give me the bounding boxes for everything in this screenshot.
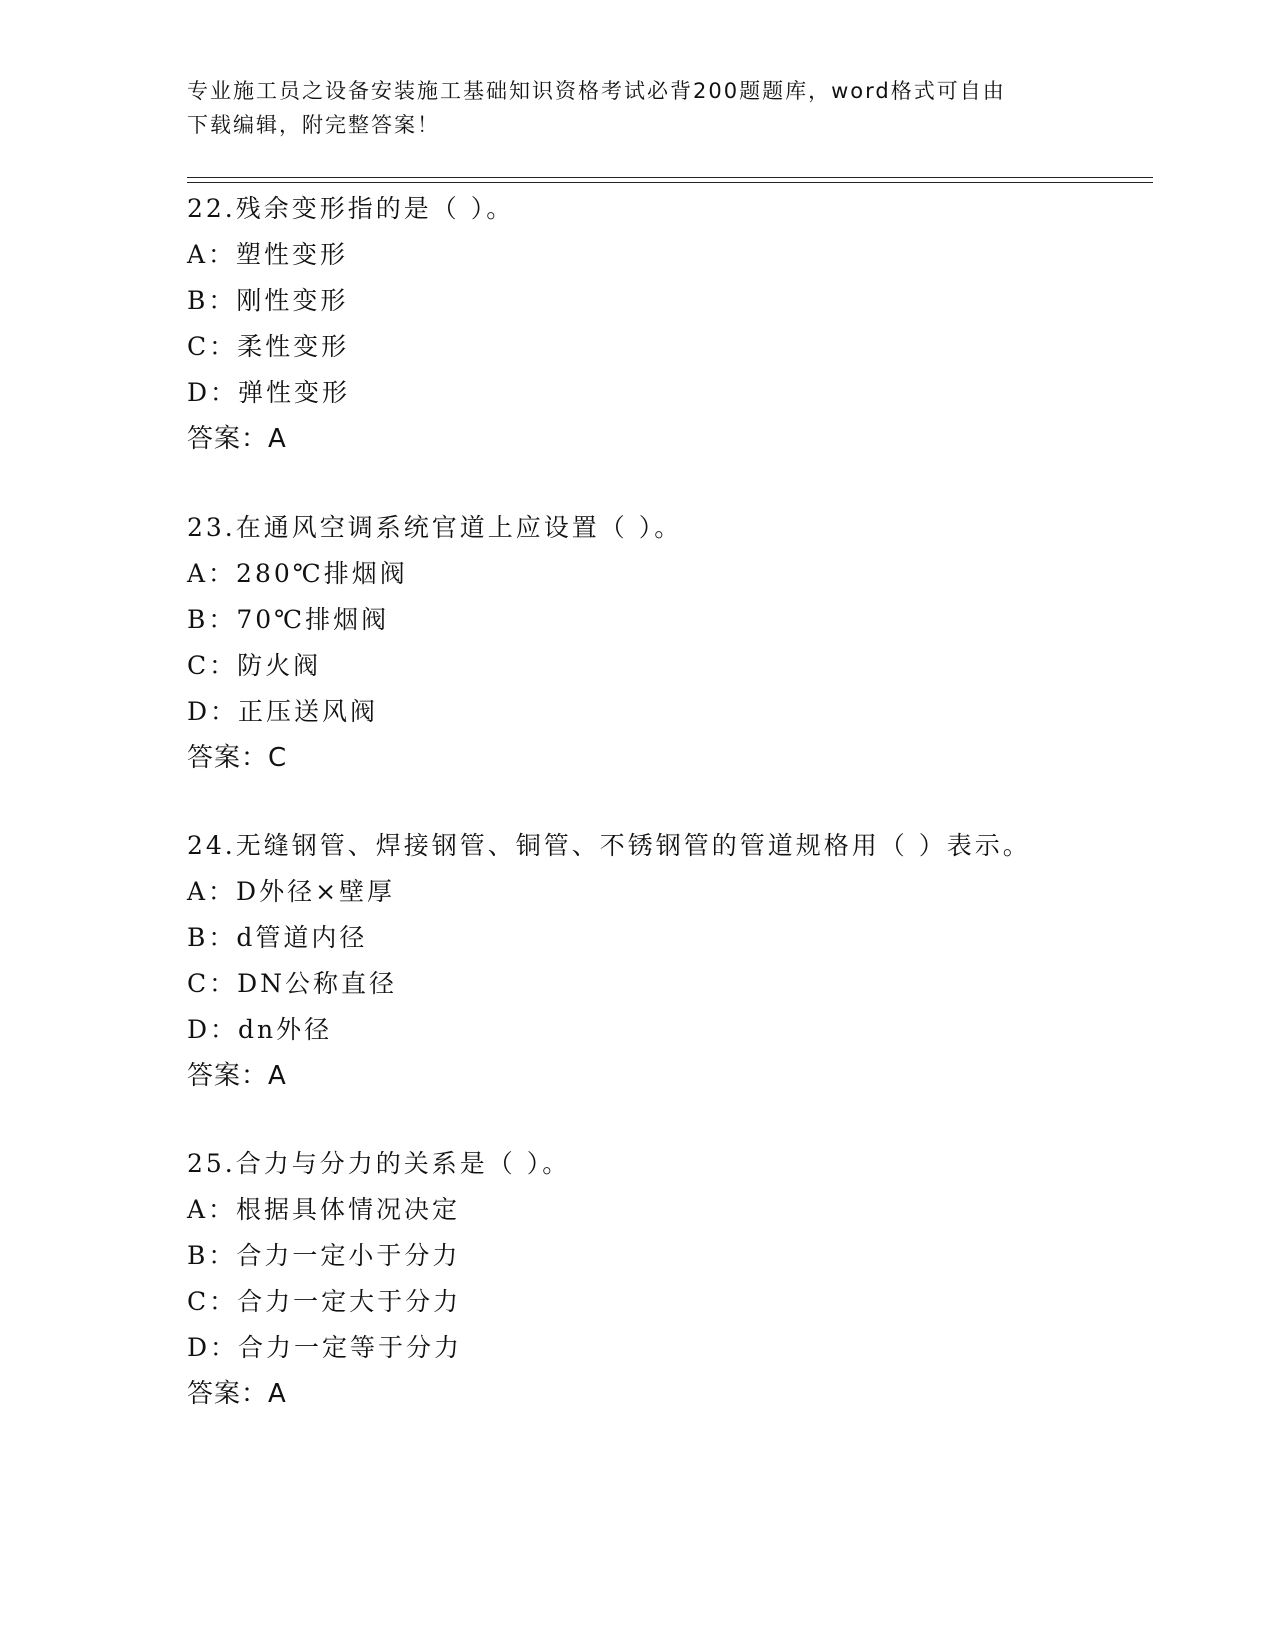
question-stem: 23.在通风空调系统官道上应设置（ ）。 [187, 513, 683, 542]
header-line-1: 专业施工员之设备安装施工基础知识资格考试必背200题题库，word格式可自由 [187, 79, 1006, 103]
question-stem: 24.无缝钢管、焊接钢管、铜管、不锈钢管的管道规格用（ ）表示。 [187, 831, 1031, 860]
header-divider-top [187, 177, 1153, 178]
option-d: D：dn外径 [187, 1015, 333, 1044]
option-d: D：弹性变形 [187, 378, 351, 407]
option-a: A：根据具体情况决定 [187, 1195, 461, 1224]
answer-label: 答案：A [187, 1061, 287, 1091]
question-23 [187, 505, 1187, 781]
option-b: B：刚性变形 [187, 286, 349, 315]
option-d: D：合力一定等于分力 [187, 1333, 463, 1362]
option-a: A：D外径×壁厚 [187, 877, 396, 906]
option-a: A：塑性变形 [187, 240, 349, 269]
header-line-2: 下载编辑，附完整答案！ [187, 113, 440, 137]
option-c: C：柔性变形 [187, 332, 350, 361]
answer-label: 答案：A [187, 424, 287, 454]
document-header [187, 74, 1067, 142]
question-24 [187, 823, 1187, 1099]
answer-label: 答案：A [187, 1379, 287, 1409]
option-b: B：70℃排烟阀 [187, 605, 390, 634]
question-stem: 22.残余变形指的是（ ）。 [187, 194, 515, 223]
option-c: C：DN公称直径 [187, 969, 398, 998]
question-22 [187, 186, 1187, 462]
option-c: C：防火阀 [187, 651, 322, 680]
option-c: C：合力一定大于分力 [187, 1287, 462, 1316]
answer-label: 答案：C [187, 743, 288, 773]
option-a: A：280℃排烟阀 [187, 559, 408, 588]
option-d: D：正压送风阀 [187, 697, 379, 726]
question-25 [187, 1141, 1187, 1417]
option-b: B：d管道内径 [187, 923, 368, 952]
option-b: B：合力一定小于分力 [187, 1241, 461, 1270]
header-divider-bottom [187, 182, 1153, 183]
question-stem: 25.合力与分力的关系是（ ）。 [187, 1149, 571, 1178]
